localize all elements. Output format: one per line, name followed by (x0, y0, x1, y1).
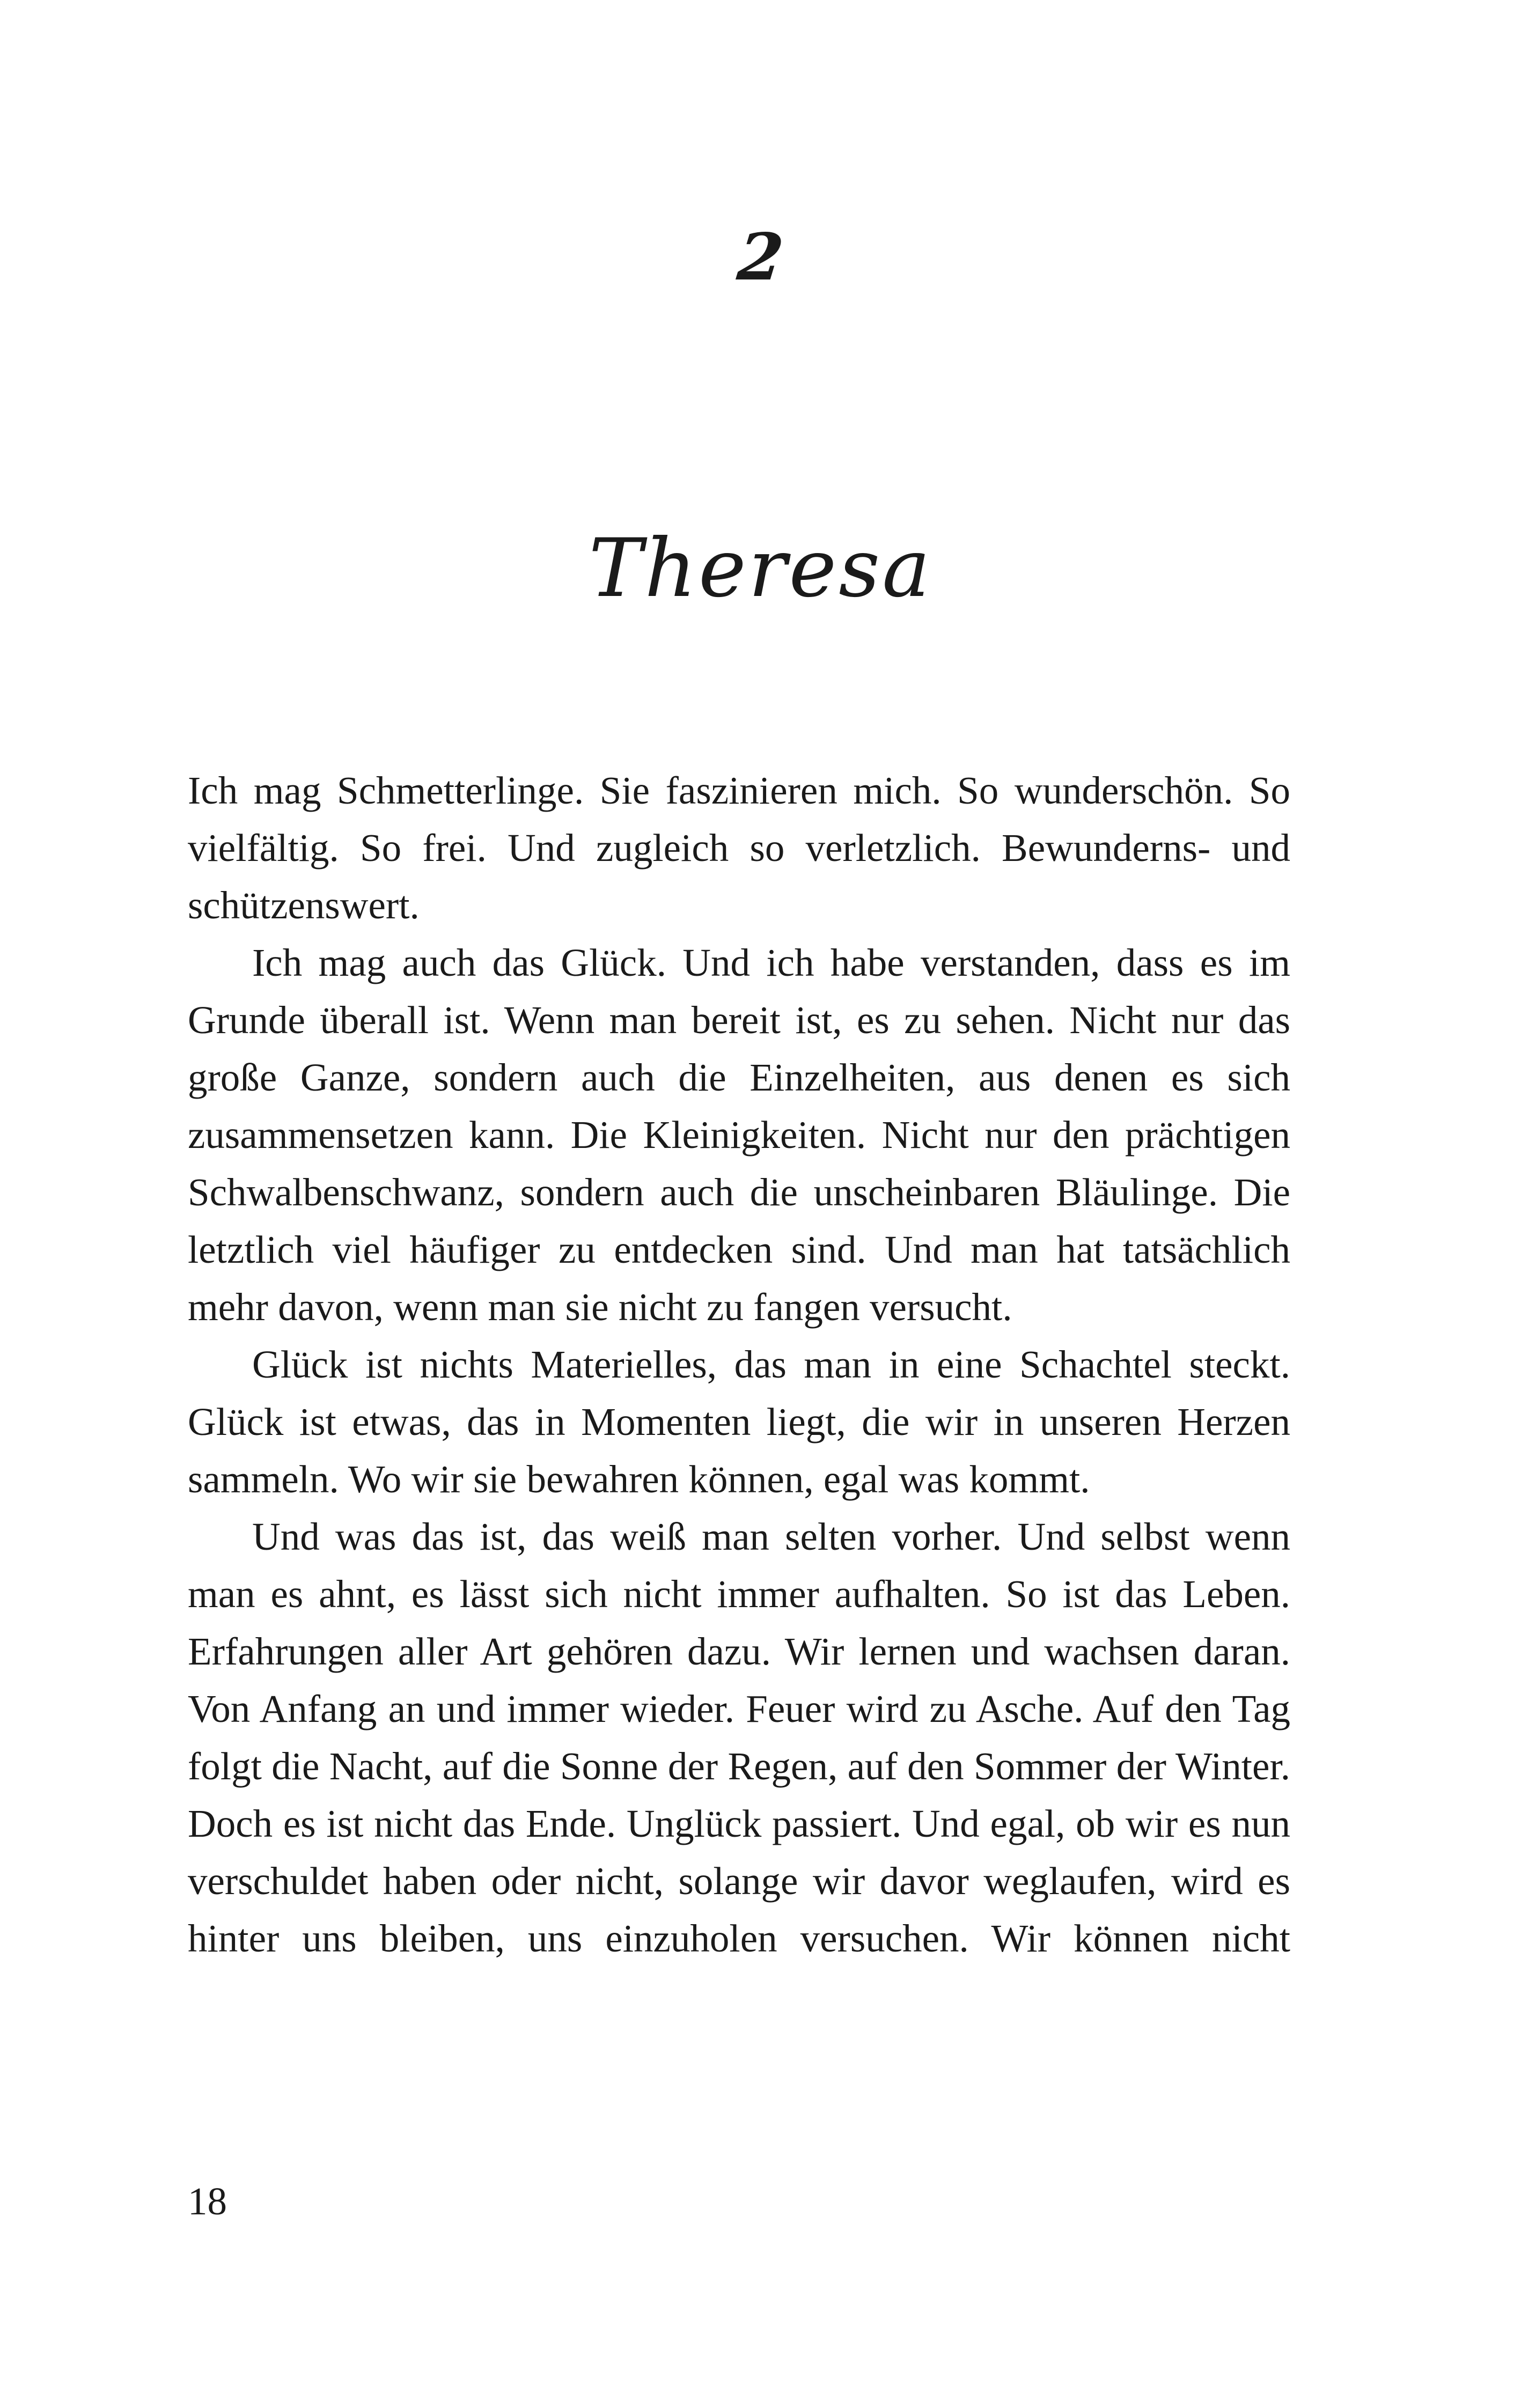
paragraph: Ich mag Schmetterlinge. Sie faszinieren mich. So wunderschön. So vielfältig. So frei. Und zugleich so verletzlich. Bewunderns- und schützenswert. (188, 769, 1290, 927)
chapter-body (188, 762, 1290, 1967)
paragraph: Ich mag auch das Glück. Und ich habe verstanden, dass es im Grunde überall ist. Wenn man bereit ist, es zu sehen. Nicht nur das große Ganze, sondern auch die Einzelheiten, aus denen es sich zusammensetzen kann. Die Kleinigkeiten. Nicht nur den prächtigen Schwalbenschwanz, sondern auch die unscheinbaren Bläulinge. Die letztlich viel häufiger zu entdecken sind. Und man hat tatsächlich mehr davon, wenn man sie nicht zu fangen versucht. (188, 941, 1290, 1329)
page-number: 18 (188, 2179, 227, 2223)
chapter-number: 2 (734, 219, 787, 295)
chapter-title: Theresa (589, 522, 932, 615)
paragraph: Und was das ist, das weiß man selten vorher. Und selbst wenn man es ahnt, es lässt sich nicht immer aufhalten. So ist das Leben. Erfahrungen aller Art gehören dazu. Wir lernen und wachsen daran. Von Anfang an und immer wieder. Feuer wird zu Asche. Auf den Tag folgt die Nacht, auf die Sonne der Regen, auf den Sommer der Winter. Doch es ist nicht das Ende. Unglück passiert. Und egal, ob wir es nun verschuldet haben oder nicht, solange wir davor weglaufen, wird es hinter uns bleiben, uns einzuholen versuchen. Wir können nicht (188, 1515, 1290, 1960)
paragraph: Glück ist nichts Materielles, das man in eine Schachtel steckt. Glück ist etwas, das in Momenten liegt, die wir in unseren Herzen sammeln. Wo wir sie bewahren können, egal was kommt. (188, 1343, 1290, 1501)
